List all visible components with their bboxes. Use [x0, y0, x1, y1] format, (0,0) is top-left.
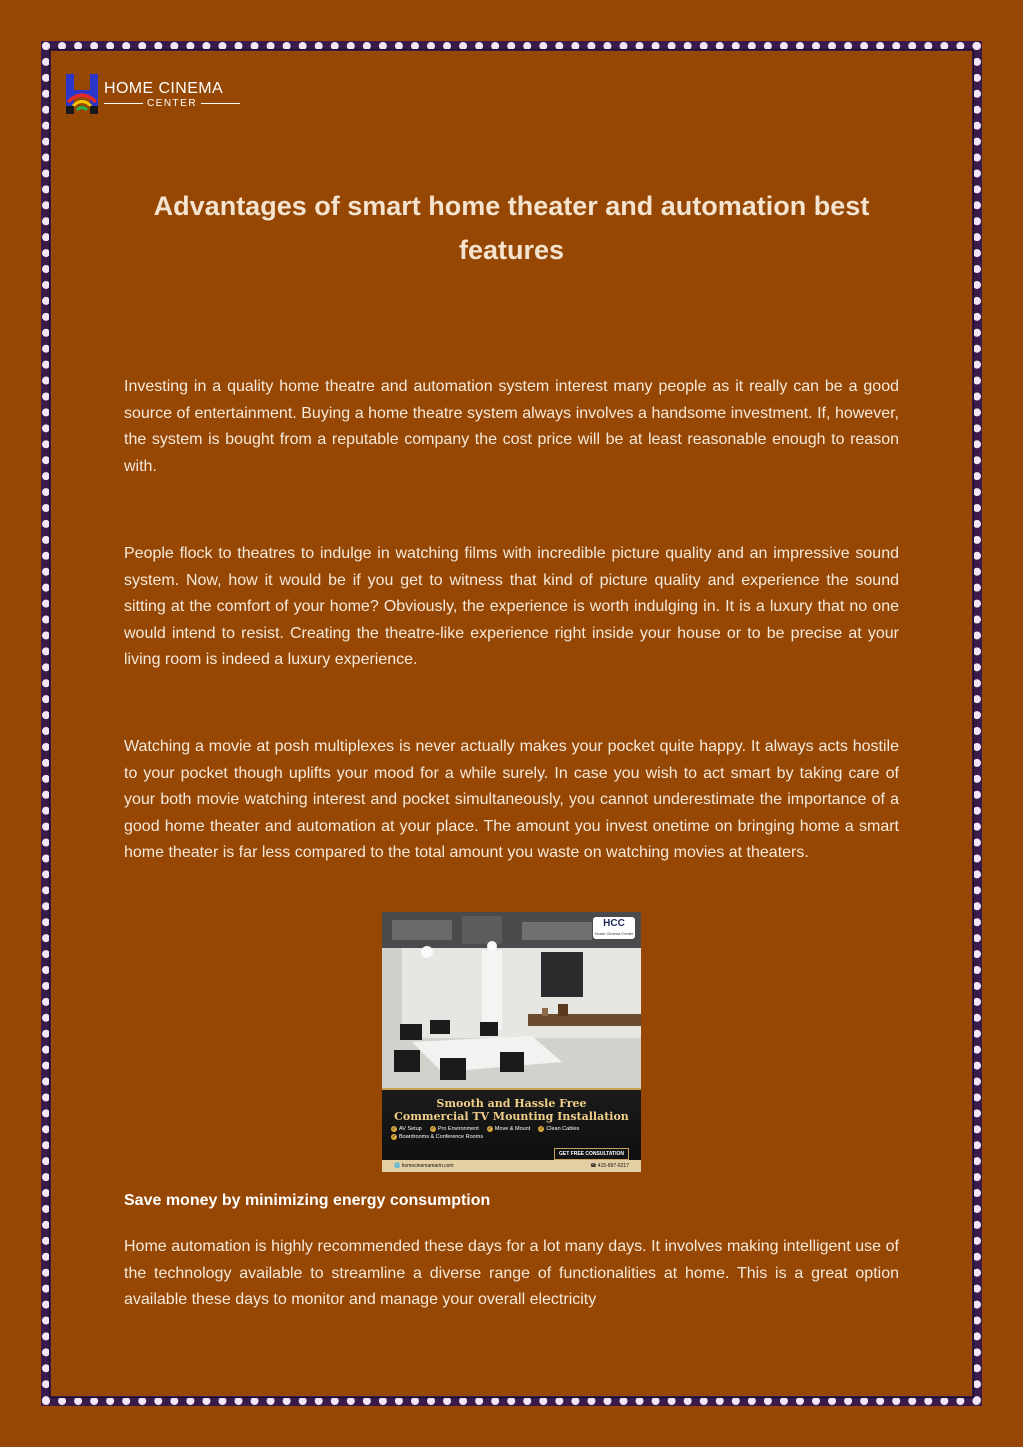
- divider: [201, 103, 240, 104]
- promo-footer: [382, 1160, 641, 1172]
- check-icon: ✓: [391, 1134, 397, 1140]
- promo-image: [382, 912, 641, 1172]
- feature-item: [391, 1126, 422, 1132]
- website-text: homecinemamarin.com: [401, 1163, 454, 1169]
- section-heading: Save money by minimizing energy consumption: [124, 1192, 491, 1209]
- brand-name: HOME CINEMA: [104, 80, 224, 97]
- phone-text: 415-897-6217: [597, 1163, 629, 1169]
- consultation-button[interactable]: GET FREE CONSULTATION: [554, 1148, 629, 1160]
- check-icon: ✓: [430, 1126, 435, 1132]
- paragraph-2: People flock to theatres to indulge in watching films with incredible picture quality and an impressive sound system. Now, how it would be if you get to witness that kind of picture quality and experience the sound sitting at the comfort of your home? Obviously, the experience is worth indulging in. It is a luxury that no one would intend to resist. Creating the theatre-like experience right inside your house or to be precise at your living room is indeed a luxury experience.: [124, 545, 899, 669]
- page-title: Advantages of smart home theater and automation best features: [153, 191, 870, 265]
- paragraph-3: Watching a movie at posh multiplexes is never actually makes your pocket quite happy. It always acts hostile to your pocket though uplifts your mood for a while surely. In case you wish to act smart by taking care of your both movie watching interest and pocket simultaneously, you cannot underestimate the importance of a good home theater and automation at your place. The amount you invest onetime on bringing home a smart home theater is far less compared to the total amount you waste on watching movies at theaters.: [124, 738, 899, 862]
- check-icon: ✓: [391, 1126, 397, 1132]
- check-icon: ✓: [487, 1126, 492, 1132]
- paragraph-4: Home automation is highly recommended these days for a lot many days. It involves making intelligent use of the technology available to streamline a diverse range of functionalities at home. This is a great option available these days to monitor and manage your overall electricity: [124, 1238, 899, 1309]
- brand-subtitle: [104, 98, 240, 109]
- brand-subtitle-text: CENTER: [146, 98, 198, 109]
- feature-label: Clean Cables: [546, 1126, 580, 1132]
- home-cinema-logo-icon: [64, 72, 100, 116]
- check-icon: ✓: [539, 1126, 544, 1132]
- hcc-badge: [593, 917, 635, 939]
- divider: [104, 103, 143, 104]
- website-link[interactable]: 🌐 homecinemamarin.com: [394, 1163, 454, 1169]
- feature-item: [538, 1126, 579, 1132]
- feature-label: Boardrooms & Conference Rooms: [399, 1134, 484, 1140]
- feature-label: AV Setup: [399, 1126, 422, 1132]
- badge-subtext: Home Cinema Center: [594, 931, 634, 936]
- feature-item: [391, 1134, 483, 1140]
- brand-logo[interactable]: [64, 72, 244, 116]
- feature-label: Move & Mount: [494, 1126, 531, 1132]
- promo-headline-1: Smooth and Hassle Free: [436, 1097, 587, 1110]
- phone-number[interactable]: ☎ 415-897-6217: [590, 1163, 629, 1169]
- paragraph-1: Investing in a quality home theatre and automation system interest many people as it really can be a good source of entertainment. Buying a home theatre system always involves a handsome investment. If, however, the system is bought from a reputable company the cost price will be at least reasonable enough to reason with.: [124, 378, 899, 475]
- feature-item: [430, 1126, 479, 1132]
- promo-features: [391, 1126, 636, 1140]
- feature-label: Pro Environment: [437, 1126, 479, 1132]
- badge-text: HCC: [603, 918, 625, 929]
- feature-item: [487, 1126, 530, 1132]
- conference-room-photo: [382, 912, 641, 1092]
- promo-headline-2: Commercial TV Mounting Installation: [394, 1110, 629, 1123]
